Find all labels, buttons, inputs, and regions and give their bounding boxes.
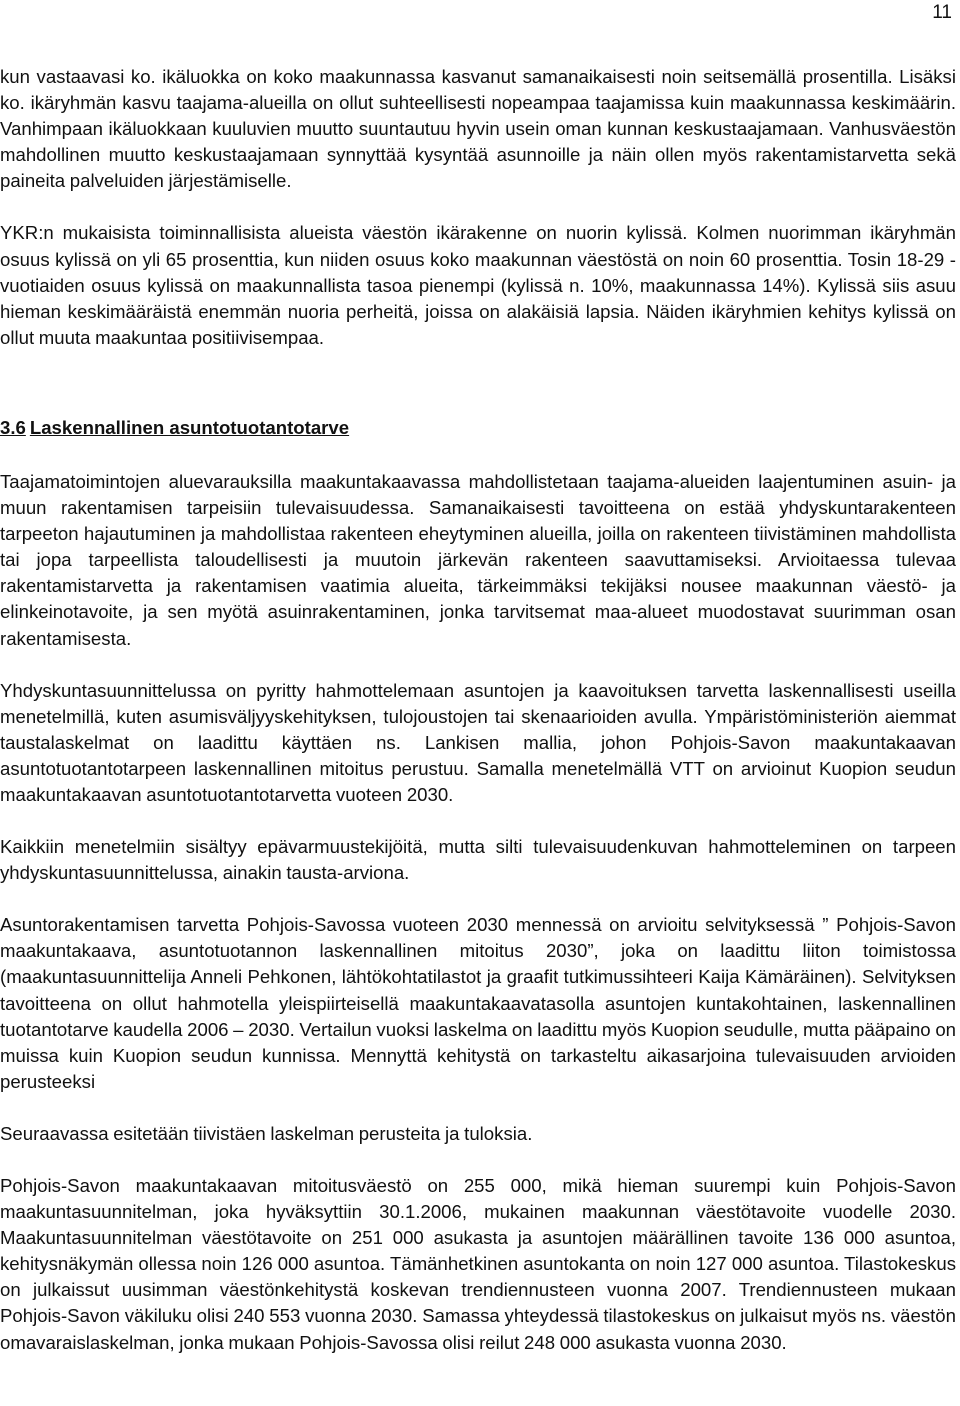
section-number: 3.6 (0, 416, 26, 438)
body-paragraph: Yhdyskuntasuunnittelussa on pyritty hahmottelemaan asuntojen ja kaavoituksen tarvetta laskennallisesti useilla menetelmillä, kuten asumisväljyyskehityksen, tulojoustojen tai skenaarioiden avulla. Ympäristöministeriön aiemmat taustalaskelmat on laadittu käyttäen ns. Lankisen mallia, johon Pohjois-Savon maakuntakaavan asuntotuotantotarpeen laskennallinen mitoitus perustuu. Samalla menetelmällä VTT on arvioinut Kuopion seudun maakuntakaavan asuntotuotantotarvetta vuoteen 2030. (0, 679, 956, 805)
paragraph-spacer (0, 652, 956, 678)
body-paragraph: Seuraavassa esitetään tiivistäen laskelman perusteita ja tuloksia. (0, 1122, 533, 1144)
document-body (0, 64, 956, 1356)
page-number: 11 (932, 2, 952, 23)
paragraph-spacer (0, 194, 956, 220)
paragraph-spacer (0, 383, 956, 415)
paragraph-spacer (0, 808, 956, 834)
body-paragraph: kun vastaavasi ko. ikäluokka on koko maakunnassa kasvanut samanaikaisesti noin seitsemällä prosentilla. Lisäksi ko. ikäryhmän kasvu taajama-alueilla on ollut suhteellisesti nopeampaa taajamissa kuin maakunnassa keskimäärin. Vanhimpaan ikäluokkaan kuuluvien muutto suuntautuu hyvin usein oman kunnan keskustaajamaan. Vanhusväestön mahdollinen muutto keskustaajamaan synnyttää kysyntää asunnoille ja näin ollen myös rakentamistarvetta sekä paineita palveluiden järjestämiselle. (0, 66, 956, 192)
section-heading (0, 415, 956, 441)
paragraph-spacer (0, 1095, 956, 1121)
paragraph-spacer (0, 1147, 956, 1173)
section-title: Laskennallinen asuntotuotantotarve (29, 416, 350, 438)
paragraph-spacer (0, 441, 956, 469)
paragraph-spacer (0, 351, 956, 383)
body-paragraph: Kaikkiin menetelmiin sisältyy epävarmuustekijöitä, mutta silti tulevaisuudenkuvan hahmotteleminen on tarpeen yhdyskuntasuunnittelussa, ainakin tausta-arviona. (0, 836, 956, 884)
body-paragraph: Pohjois-Savon maakuntakaavan mitoitusväestö on 255 000, mikä hieman suurempi kuin Pohjois-Savon maakuntasuunnitelman, joka hyväksyttiin 30.1.2006, mukainen maakunnan väestötavoite vuodelle 2030. Maakuntasuunnitelman väestötavoite on 251 000 asukasta ja asuntojen määrällinen tavoite 136 000 asuntoa, kehitysnäkymän ollessa noin 126 000 asuntoa. Tämänhetkinen asuntokanta on noin 127 000 asuntoa. Tilastokeskus on julkaissut uusimman väestönkehitystä koskevan trendiennusteen vuonna 2007. Trendiennusteen mukaan Pohjois-Savon väkiluku olisi 240 553 vuonna 2030. Samassa yhteydessä tilastokeskus on julkaisut myös ns. väestön omavaraislaskelman, jonka mukaan Pohjois-Savossa olisi reilut 248 000 asukasta vuonna 2030. (0, 1175, 956, 1353)
body-paragraph: Asuntorakentamisen tarvetta Pohjois-Savossa vuoteen 2030 mennessä on arvioitu selvityksessä ” Pohjois-Savon maakuntakaava, asuntotuotannon laskennallinen mitoitus 2030”, joka on laadittu liiton toimistossa (maakuntasuunnittelija Anneli Pehkonen, lähtökohtatilastot ja graafit tutkimussihteeri Kaija Kämäräinen). Selvityksen tavoitteena on ollut hahmotella yleispiirteisellä maakuntakaavatasolla asuntojen kuntakohtainen, laskennallinen tuotantotarve kaudella 2006 – 2030. Vertailun vuoksi laskelma on laadittu myös Kuopion seudulle, mutta pääpaino on muissa kuin Kuopion seudun kunnissa. Mennyttä kehitystä on tarkasteltu aikasarjoina tulevaisuuden arvioiden perusteeksi (0, 914, 956, 1092)
body-paragraph: Taajamatoimintojen aluevarauksilla maakuntakaavassa mahdollistetaan taajama-alueiden laajentuminen asuin- ja muun rakentamisen tarpeisiin tulevaisuudessa. Samanaikaisesti tavoitteena on estää yhdyskuntarakenteen tarpeeton hajautuminen ja mahdollistaa rakenteen eheytyminen alueilla, joilla on rakenteen tiivistäminen mahdollista tai jopa tarpeellista taloudellisesti ja muutoin järkevän rakenteen saavuttamiseksi. Arvioitaessa tulevaa rakentamistarvetta ja rakentamisen vaatimia alueita, tärkeimmäksi tekijäksi nousee maakunnan väestö- ja elinkeinotavoite, ja sen myötä asuinrakentaminen, jonka tarvitsemat maa-alueet muodostavat suurimman osan rakentamisesta. (0, 470, 956, 649)
body-paragraph: YKR:n mukaisista toiminnallisista alueista väestön ikärakenne on nuorin kylissä. Kolmen nuorimman ikäryhmän osuus kylissä on yli 65 prosenttia, kun niiden osuus koko maakunnan väestöstä on noin 60 prosenttia. Tosin 18-29 -vuotiaiden osuus kylissä on maakunnallista tasoa pienempi (kylissä n. 10%, maakunnassa 14%). Kylissä siis asuu hieman keskimääräistä enemmän nuoria perheitä, joissa on alakäisiä lapsia. Näiden ikäryhmien kehitys kylissä on ollut muuta maakuntaa positiivisempaa. (0, 222, 956, 348)
paragraph-spacer (0, 886, 956, 912)
